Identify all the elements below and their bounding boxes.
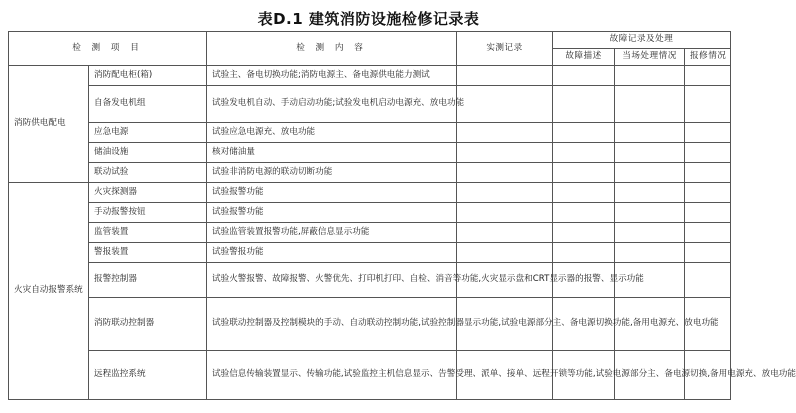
record-cell[interactable] — [457, 203, 553, 223]
record-cell[interactable] — [457, 86, 553, 123]
category-cell: 消防供电配电 — [9, 66, 89, 183]
fault-desc-cell[interactable] — [553, 243, 615, 263]
fault-desc-cell[interactable] — [553, 203, 615, 223]
header-item: 检 测 项 目 — [9, 32, 207, 66]
item-cell: 警报装置 — [89, 243, 207, 263]
table-row — [9, 66, 731, 86]
fault-desc-cell[interactable] — [553, 66, 615, 86]
report-cell[interactable] — [685, 223, 731, 243]
onsite-cell[interactable] — [615, 243, 685, 263]
onsite-cell[interactable] — [615, 203, 685, 223]
item-cell: 消防联动控制器 — [89, 298, 207, 351]
report-cell[interactable] — [685, 143, 731, 163]
header-fault: 故障记录及处理 — [553, 32, 731, 49]
inspection-record-table — [8, 31, 796, 400]
item-cell: 消防配电柜(箱) — [89, 66, 207, 86]
header-row-1 — [9, 32, 731, 49]
onsite-cell[interactable] — [615, 66, 685, 86]
content-cell: 试验报警功能 — [207, 183, 457, 203]
content-cell: 试验报警功能 — [207, 203, 457, 223]
item-cell: 报警控制器 — [89, 263, 207, 298]
table-row — [9, 263, 731, 298]
report-cell[interactable] — [685, 163, 731, 183]
item-cell: 火灾探测器 — [89, 183, 207, 203]
item-cell: 手动报警按钮 — [89, 203, 207, 223]
onsite-cell[interactable] — [615, 163, 685, 183]
fault-desc-cell[interactable] — [553, 223, 615, 243]
record-cell[interactable] — [457, 66, 553, 86]
onsite-cell[interactable] — [615, 223, 685, 243]
record-cell[interactable] — [457, 163, 553, 183]
content-cell: 核对储油量 — [207, 143, 457, 163]
category-cell: 火灾自动报警系统 — [9, 183, 89, 400]
report-cell[interactable] — [685, 86, 731, 123]
table-row — [9, 203, 731, 223]
report-cell[interactable] — [685, 243, 731, 263]
table-row — [9, 123, 731, 143]
table-row — [9, 183, 731, 203]
fault-desc-cell[interactable] — [553, 86, 615, 123]
header-report: 报修情况 — [685, 49, 731, 66]
item-cell: 联动试验 — [89, 163, 207, 183]
fault-desc-cell[interactable] — [553, 163, 615, 183]
item-cell: 自备发电机组 — [89, 86, 207, 123]
content-cell: 试验信息传输装置显示、传输功能,试验监控主机信息显示、告警受理、派单、接单、远程开锁等功能,试验电源部分主、备电源切换,备用电源充、放电功能 — [207, 351, 457, 400]
onsite-cell[interactable] — [615, 123, 685, 143]
content-cell: 试验联动控制器及控制模块的手动、自动联动控制功能,试验控制器显示功能,试验电源部分主、备电源切换功能,备用电源充、放电功能 — [207, 298, 457, 351]
report-cell[interactable] — [685, 66, 731, 86]
content-cell: 试验发电机自动、手动启动功能;试验发电机启动电源充、放电功能 — [207, 86, 457, 123]
fault-desc-cell[interactable] — [553, 143, 615, 163]
table-row — [9, 298, 731, 351]
content-cell: 试验监管装置报警功能,屏蔽信息显示功能 — [207, 223, 457, 243]
header-content: 检 测 内 容 — [207, 32, 457, 66]
record-cell[interactable] — [457, 223, 553, 243]
report-cell[interactable] — [685, 263, 731, 298]
record-cell[interactable] — [457, 123, 553, 143]
table-row — [9, 143, 731, 163]
content-cell: 试验应急电源充、放电功能 — [207, 123, 457, 143]
record-cell[interactable] — [457, 243, 553, 263]
onsite-cell[interactable] — [615, 86, 685, 123]
header-record: 实测记录 — [457, 32, 553, 66]
item-cell: 远程监控系统 — [89, 351, 207, 400]
table-row — [9, 86, 731, 123]
report-cell[interactable] — [685, 183, 731, 203]
item-cell: 应急电源 — [89, 123, 207, 143]
table-row — [9, 243, 731, 263]
content-cell: 试验警报功能 — [207, 243, 457, 263]
header-onsite: 当场处理情况 — [615, 49, 685, 66]
fault-desc-cell[interactable] — [553, 123, 615, 143]
table-row — [9, 351, 731, 400]
table-row — [9, 223, 731, 243]
table-title: 表D.1 建筑消防设施检修记录表 — [257, 10, 480, 28]
onsite-cell[interactable] — [615, 143, 685, 163]
content-cell: 试验火警报警、故障报警、火警优先、打印机打印、自检、消音等功能,火灾显示盘和CRT显示器的报警、显示功能 — [207, 263, 457, 298]
onsite-cell[interactable] — [615, 183, 685, 203]
header-fault-desc: 故障描述 — [553, 49, 615, 66]
record-cell[interactable] — [457, 183, 553, 203]
fault-desc-cell[interactable] — [553, 183, 615, 203]
table-row — [9, 163, 731, 183]
content-cell: 试验非消防电源的联动切断功能 — [207, 163, 457, 183]
report-cell[interactable] — [685, 123, 731, 143]
record-cell[interactable] — [457, 143, 553, 163]
report-cell[interactable] — [685, 203, 731, 223]
content-cell: 试验主、备电切换功能;消防电源主、备电源供电能力测试 — [207, 66, 457, 86]
item-cell: 储油设施 — [89, 143, 207, 163]
item-cell: 监管装置 — [89, 223, 207, 243]
